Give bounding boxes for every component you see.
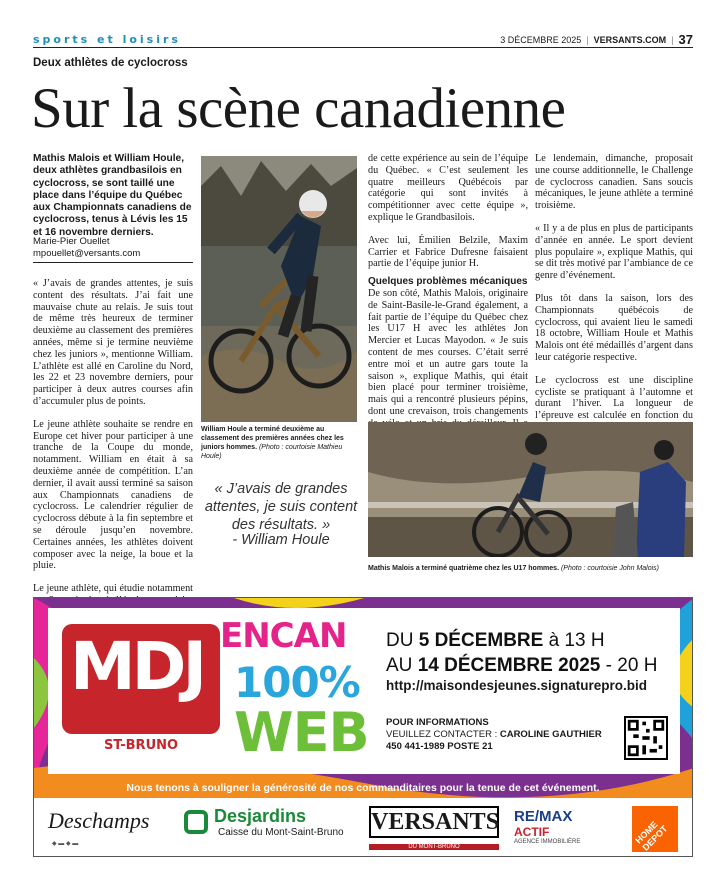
site-link[interactable]: VERSANTS.COM xyxy=(593,34,667,45)
ad-encan: ENCAN xyxy=(220,616,347,656)
paragraph: De son côté, Mathis Malois, originaire de Saint-Basile-le-Grand également, a fait partie de l’équipe du Québec chez les U17 H avec les athlètes Jon Mercier et Lucas Mayodon. « Je suis content de mes courses. C’était serré entre moi et un autre gars toute la saison », explique Mathis, qui était bien placé pour terminer troisième, mais qui a rencontré plusieurs pépins, dont une crevaison, trois changements xyxy=(368,287,528,417)
caption-text: Mathis Malois a terminé quatrième chez les U17 hommes. xyxy=(368,565,560,572)
byline xyxy=(33,236,193,260)
article-column-1 xyxy=(33,278,193,641)
author-email[interactable]: mpouellet@versants.com xyxy=(33,248,141,259)
article-column-3 xyxy=(368,153,528,464)
ad-info-phone: 450 441-1989 POSTE 21 xyxy=(386,741,493,752)
sponsor-remax[interactable]: RE/MAX ACTIF AGENCE IMMOBILIÈRE xyxy=(514,808,581,845)
mdj-logo-sub: ST-BRUNO xyxy=(103,738,179,753)
article-title: Sur la scène canadienne xyxy=(31,77,566,140)
mdj-logo-text: MDJ xyxy=(70,628,204,705)
article-kicker: Deux athlètes de cyclocross xyxy=(33,57,188,69)
photo-caption-1 xyxy=(201,425,361,461)
pull-quote-author: - William Houle xyxy=(232,532,330,548)
section-label: sports et loisirs xyxy=(33,33,181,46)
sponsor-thanks: Nous tenons à souligner la générosité de nos commanditaires pour la tenue de cet événement. xyxy=(126,782,600,794)
subheading: Quelques problèmes mécaniques xyxy=(368,276,528,288)
paragraph: Le cyclocross est une discipline cycliste se pratiquant à l’automne et durant l’hiver. La longueur de l’épreuve est calculée en fonction du xyxy=(535,374,693,422)
paragraph: Le jeune athlète, qui étudie notamment xyxy=(33,583,193,595)
ad-info-title: POUR INFORMATIONS xyxy=(386,717,489,728)
ad-url[interactable]: http://maisondesjeunes.signaturepro.bid xyxy=(386,678,648,693)
sponsor-versants[interactable]: VERSANTS xyxy=(369,806,499,838)
paragraph: Avec lui, Émilien Belzile, Maxim Carrier et Fabrice Dufresne faisaient partie de l’équipe junior H. xyxy=(368,234,528,270)
sponsor-strip xyxy=(34,800,693,857)
ad-info-contact: VEUILLEZ CONTACTER : CAROLINE GAUTHIER xyxy=(386,729,602,740)
photo-mathis-malois xyxy=(368,422,693,557)
sponsor-deschamps[interactable]: Deschamps xyxy=(48,808,150,833)
pull-quote: « J’avais de grandes attentes, je suis content des résultats. » xyxy=(204,481,358,533)
paragraph: Le lendemain, dimanche, proposait une course additionnelle, le Challenge de cyclocross canadien. Sans soucis mécaniques, le jeune athlète a terminé troisième. xyxy=(535,153,693,212)
sponsor-versants-sub: DU MONT-BRUNO xyxy=(369,844,499,850)
byline-divider xyxy=(33,262,193,263)
ad-contact-info xyxy=(386,717,602,753)
photo-william-houle xyxy=(201,156,357,422)
page-number: 37 xyxy=(678,32,693,47)
desjardins-logo-icon xyxy=(184,810,208,834)
sponsor-home-depot[interactable]: HOME DEPOT xyxy=(632,806,678,852)
paragraph: « J’avais de grandes attentes, je suis content des résultats. J’ai fait une mauvaise chute au relais. Je suis tout de même très heureux de terminer deuxième au classement des premières années, même si je termine neuvième chez les juniors », mentionne William. L’athlète est allé en Caroline du Nord, les 22 et 23 novembre derniers, pour participer à deux autres courses afin d’accumuler plus de points. xyxy=(33,278,193,407)
photo-credit: (Photo : courtoisie Mathieu Houle) xyxy=(201,444,343,460)
article-column-4 xyxy=(535,153,693,445)
author-name: Marie-Pier Ouellet xyxy=(33,236,110,247)
ad-web: WEB xyxy=(234,701,369,764)
ad-date-start: DU 5 DÉCEMBRE à 13 H xyxy=(386,630,605,651)
paragraph: de cette expérience au sein de l’équipe du Québec. « C’est seulement les quatre meilleurs Québécois par catégorie qui sont invités à compétitionner avec cette équipe », explique le Grandbasilois. xyxy=(368,153,528,223)
photo-caption-2 xyxy=(368,565,693,572)
paragraph: « Il y a de plus en plus de participants d’année en année. Le sport devient plus populaire », explique Mathis, qui se dit très motivé par l’ambiance de ce genre d’événement. xyxy=(535,222,693,282)
ad-date-end: AU 14 DÉCEMBRE 2025 - 20 H xyxy=(386,655,658,676)
car-brands-icon: ◆ ▬ ◆ ▬ xyxy=(52,841,79,847)
header-meta: 3 DÉCEMBRE 2025 | VERSANTS.COM | 37 xyxy=(500,32,693,47)
advertisement[interactable] xyxy=(33,597,693,857)
qr-code-icon[interactable] xyxy=(624,716,668,760)
article-lede: Mathis Malois et William Houle, deux athlètes grandbasilois en cyclocross, se sont taillé une place dans l’équipe du Québec aux Championnats canadiens de cyclocross, tenus à Lévis les 15 et 16 novembre derniers. xyxy=(33,153,192,238)
issue-date: 3 DÉCEMBRE 2025 xyxy=(500,34,582,45)
sponsor-desjardins[interactable]: Desjardins Caisse du Mont-Saint-Bruno xyxy=(184,806,344,838)
caption-text: William Houle a terminé deuxième au classement des premières années chez les juniors hommes. xyxy=(201,426,344,451)
ad-percent: 100% xyxy=(234,658,360,707)
paragraph: Plus tôt dans la saison, lors des Championnats québécois de cyclocross, qui avaient lieu le samedi 18 octobre, William Houle et Mathis Malois ont été médaillés d’argent dans leur catégorie respective. xyxy=(535,292,693,363)
page-header xyxy=(33,32,693,48)
ad-dates xyxy=(386,628,657,678)
photo-credit: (Photo : courtoisie John Malois) xyxy=(560,565,660,572)
paragraph: Le jeune athlète souhaite se rendre en Europe cet hiver pour participer à une tranche de la Coupe du monde, notamment. William en était à sa deuxième année de compétition. L’an dernier, il avait aussi terminé sa saison aux Championnats canadiens de cyclocross. Le calendrier régulier de cyclocross débute à la fin septembre et se déroule jusqu’en novembre. Certaines années, les athlètes doivent composer avec la neige, la boue et la pluie. xyxy=(33,418,193,572)
